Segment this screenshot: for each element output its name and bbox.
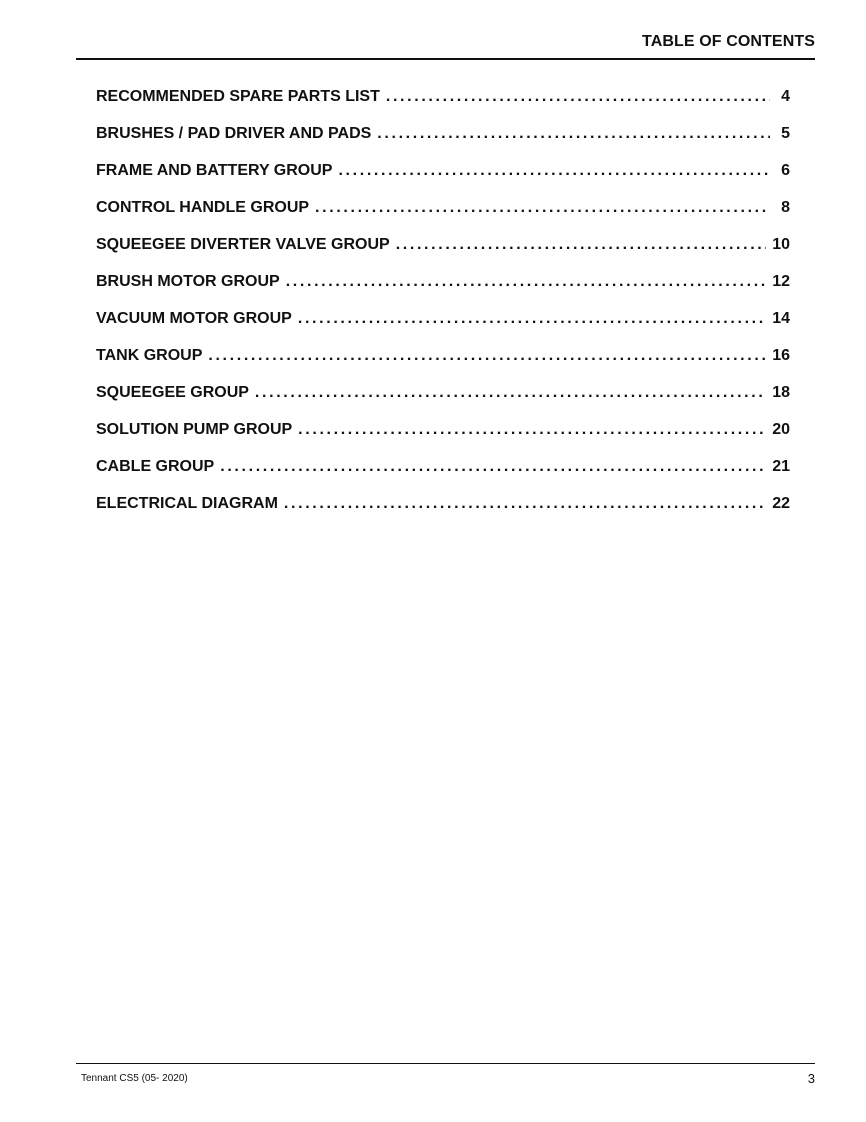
toc-entry-page: 10 xyxy=(772,236,790,253)
toc-entry-page: 21 xyxy=(772,458,790,475)
toc-entry-page: 12 xyxy=(772,273,790,290)
dot-leader xyxy=(377,125,770,143)
toc-entry-page: 16 xyxy=(772,347,790,364)
header-divider xyxy=(76,58,815,60)
dot-leader xyxy=(396,236,767,254)
toc-entry[interactable] xyxy=(96,421,790,458)
toc-entry-title: TANK GROUP xyxy=(96,347,203,364)
toc-entry-title: ELECTRICAL DIAGRAM xyxy=(96,495,278,512)
toc-entry[interactable] xyxy=(96,125,790,162)
toc-entry[interactable] xyxy=(96,384,790,421)
toc-entry-page: 4 xyxy=(781,88,790,105)
toc-entry-title: BRUSH MOTOR GROUP xyxy=(96,273,280,290)
dot-leader xyxy=(298,310,766,328)
dot-leader xyxy=(208,347,766,365)
toc-entry-title: SQUEEGEE DIVERTER VALVE GROUP xyxy=(96,236,390,253)
toc-entry-page: 6 xyxy=(781,162,790,179)
toc-entry-page: 14 xyxy=(772,310,790,327)
dot-leader xyxy=(298,421,766,439)
toc-entry[interactable] xyxy=(96,495,790,532)
dot-leader xyxy=(286,273,766,291)
toc-entry-page: 18 xyxy=(772,384,790,401)
toc-entry-title: SQUEEGEE GROUP xyxy=(96,384,249,401)
toc-entry-title: FRAME AND BATTERY GROUP xyxy=(96,162,333,179)
toc-entry[interactable] xyxy=(96,347,790,384)
dot-leader xyxy=(220,458,766,476)
toc-entry-page: 20 xyxy=(772,421,790,438)
dot-leader xyxy=(255,384,766,402)
toc-entry[interactable] xyxy=(96,88,790,125)
toc-entry-page: 5 xyxy=(781,125,790,142)
dot-leader xyxy=(338,162,770,180)
dot-leader xyxy=(315,199,770,217)
toc-entry[interactable] xyxy=(96,458,790,495)
toc-entry[interactable] xyxy=(96,162,790,199)
table-of-contents xyxy=(96,88,790,532)
dot-leader xyxy=(386,88,770,106)
dot-leader xyxy=(284,495,766,513)
toc-entry-page: 8 xyxy=(781,199,790,216)
toc-entry-title: CABLE GROUP xyxy=(96,458,215,475)
toc-entry[interactable] xyxy=(96,199,790,236)
toc-entry-page: 22 xyxy=(772,495,790,512)
toc-entry-title: SOLUTION PUMP GROUP xyxy=(96,421,293,438)
toc-entry-title: CONTROL HANDLE GROUP xyxy=(96,199,310,216)
footer-divider xyxy=(76,1063,815,1064)
toc-entry[interactable] xyxy=(96,273,790,310)
toc-entry-title: RECOMMENDED SPARE PARTS LIST xyxy=(96,88,380,105)
toc-entry[interactable] xyxy=(96,310,790,347)
footer-document-id: Tennant CS5 (05- 2020) xyxy=(81,1073,188,1084)
toc-entry-title: BRUSHES / PAD DRIVER AND PADS xyxy=(96,125,372,142)
page-header-title: TABLE OF CONTENTS xyxy=(642,33,815,50)
toc-entry[interactable] xyxy=(96,236,790,273)
footer-page-number: 3 xyxy=(807,1071,815,1086)
toc-entry-title: VACUUM MOTOR GROUP xyxy=(96,310,292,327)
